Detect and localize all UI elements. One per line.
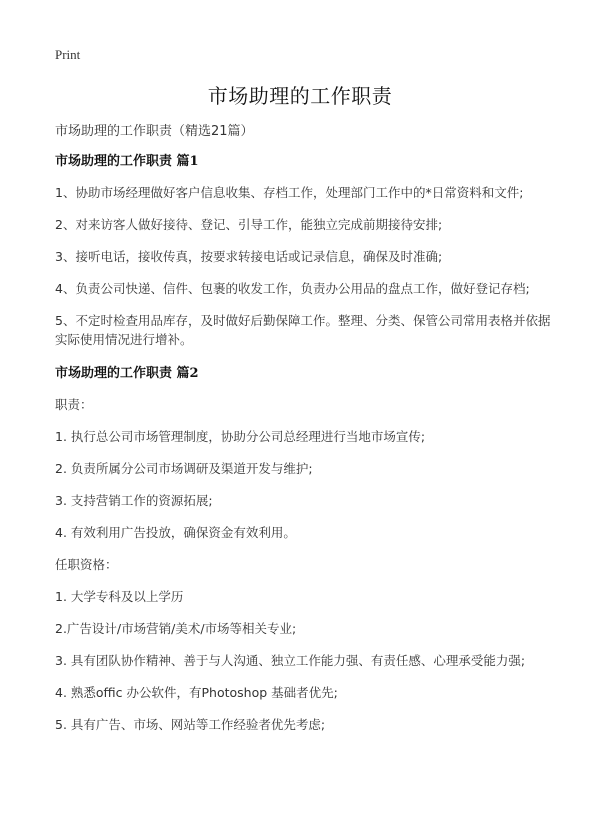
duties-label: 职责： (55, 397, 93, 412)
section1-item-1: 1、协助市场经理做好客户信息收集、存档工作，处理部门工作中的*日常资料和文件; (55, 185, 524, 200)
duty-item-2: 2. 负责所属分公司市场调研及渠道开发与维护; (55, 461, 313, 476)
document-body (55, 150, 560, 747)
qualification-item-5: 5. 具有广告、市场、网站等工作经验者优先考虑; (55, 717, 326, 732)
document-subtitle: 市场助理的工作职责（精选21篇） (55, 124, 254, 139)
section1-item-4: 4、负责公司快递、信件、包裹的收发工作，负责办公用品的盘点工作，做好登记存档; (55, 281, 530, 296)
section-heading-2: 市场助理的工作职责 篇2 (55, 366, 199, 381)
print-link[interactable]: Print (55, 47, 81, 62)
section1-item-2: 2、对来访客人做好接待、登记、引导工作，能独立完成前期接待安排; (55, 217, 443, 232)
section1-item-3: 3、接听电话，接收传真，按要求转接电话或记录信息，确保及时准确; (55, 249, 443, 264)
duty-item-3: 3. 支持营销工作的资源拓展; (55, 493, 213, 508)
section-heading-1: 市场助理的工作职责 篇1 (55, 154, 199, 169)
qualification-item-3: 3. 具有团队协作精神、善于与人沟通、独立工作能力强、有责任感、心理承受能力强; (55, 653, 526, 668)
qualification-item-4: 4. 熟悉offic 办公软件，有Photoshop 基础者优先; (55, 685, 338, 700)
section1-item-5: 5、不定时检查用品库存，及时做好后勤保障工作。整理、分类、保管公司常用表格并依据实际使用情况进行增补。 (55, 313, 551, 347)
duty-item-1: 1. 执行总公司市场管理制度，协助分公司总经理进行当地市场宣传; (55, 429, 426, 444)
qualification-item-1: 1. 大学专科及以上学历 (55, 589, 184, 604)
duty-item-4: 4. 有效利用广告投放，确保资金有效利用。 (55, 525, 296, 540)
page-title: 市场助理的工作职责 (207, 84, 393, 108)
qualification-item-2: 2.广告设计/市场营销/美术/市场等相关专业; (55, 621, 297, 636)
qualifications-label: 任职资格： (55, 557, 118, 572)
